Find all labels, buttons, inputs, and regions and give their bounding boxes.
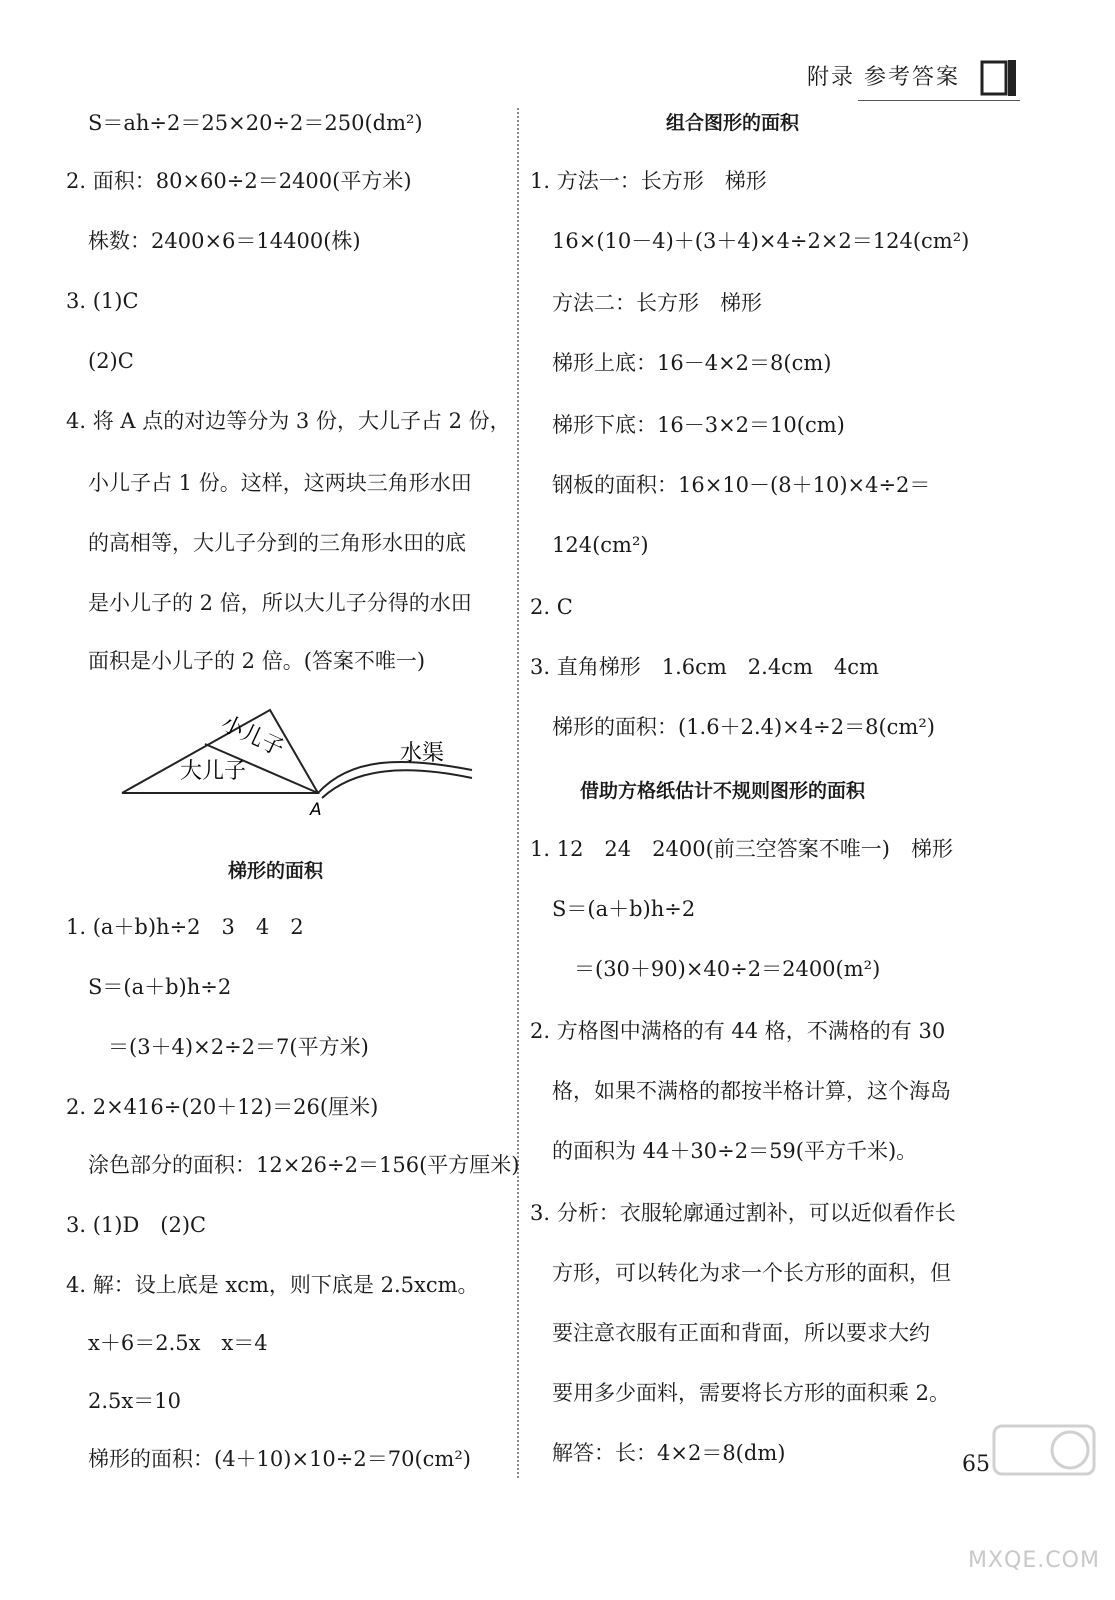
- answer-line: ＝(3＋4)×2÷2＝7(平方米): [108, 1035, 369, 1059]
- answer-line: 1. 方法一：长方形 梯形: [530, 169, 767, 193]
- answer-line: 梯形的面积：(1.6＋2.4)×4÷2＝8(cm²): [552, 715, 935, 739]
- answer-line: 的高相等，大儿子分到的三角形水田的底: [88, 531, 466, 555]
- answer-line: 3. 分析：衣服轮廓通过割补，可以近似看作长: [530, 1201, 956, 1225]
- section-heading: 梯形的面积: [228, 860, 324, 882]
- section-heading: 组合图形的面积: [666, 112, 800, 134]
- answer-line: 2. 面积：80×60÷2＝2400(平方米): [66, 169, 412, 193]
- triangle-field-diagram: [110, 698, 480, 823]
- answer-line: 1. (a＋b)h÷2 3 4 2: [66, 915, 304, 939]
- canal-line-1: [318, 762, 472, 793]
- section-heading: 借助方格纸估计不规则图形的面积: [580, 780, 866, 802]
- answer-line: 涂色部分的面积：12×26÷2＝156(平方厘米): [88, 1153, 520, 1177]
- answer-line: 方形，可以转化为求一个长方形的面积，但: [552, 1261, 951, 1285]
- answer-line: 1. 12 24 2400(前三空答案不唯一) 梯形: [530, 837, 953, 861]
- answer-line: 梯形下底：16－3×2＝10(cm): [552, 413, 845, 437]
- answer-line: 16×(10－4)＋(3＋4)×4÷2×2＝124(cm²): [552, 229, 970, 253]
- answer-line: 2.5x＝10: [88, 1389, 181, 1413]
- answer-line: 方法二：长方形 梯形: [552, 291, 762, 315]
- answer-line: 钢板的面积：16×10－(8＋10)×4÷2＝: [552, 473, 931, 497]
- answer-line: 2. 方格图中满格的有 44 格，不满格的有 30: [530, 1019, 946, 1043]
- answer-line: ＝(30＋90)×40÷2＝2400(m²): [574, 957, 881, 981]
- answer-line: 小儿子占 1 份。这样，这两块三角形水田: [88, 471, 472, 495]
- answer-line: 是小儿子的 2 倍，所以大儿子分得的水田: [88, 591, 472, 615]
- answer-line: 2. C: [530, 595, 573, 619]
- header-label: 附录 参考答案: [807, 65, 960, 90]
- answer-line: 梯形上底：16－4×2＝8(cm): [552, 351, 832, 375]
- answer-line: S＝(a＋b)h÷2: [88, 975, 232, 999]
- answer-line: 解答：长：4×2＝8(dm): [552, 1441, 786, 1465]
- answer-line: 3. 直角梯形 1.6cm 2.4cm 4cm: [530, 655, 879, 679]
- label-small-son: 小儿子: [217, 711, 288, 762]
- answer-line: 2. 2×416÷(20＋12)＝26(厘米): [66, 1095, 379, 1119]
- answer-line: 要用多少面料，需要将长方形的面积乘 2。: [552, 1381, 951, 1405]
- header-rule: [858, 100, 1020, 101]
- header-bracket-icon: [976, 58, 1020, 98]
- label-big-son: 大儿子: [180, 759, 247, 784]
- watermark-logo-icon: [990, 1420, 1100, 1480]
- answer-line: 株数：2400×6＝14400(株): [88, 229, 361, 253]
- label-point-a: A: [310, 800, 322, 820]
- answer-line: x＋6＝2.5x x＝4: [88, 1331, 268, 1355]
- answer-line: 面积是小儿子的 2 倍。(答案不唯一): [88, 649, 426, 673]
- column-divider: [517, 108, 519, 1478]
- label-canal: 水渠: [400, 741, 445, 766]
- answer-line: 的面积为 44＋30÷2＝59(平方千米)。: [552, 1139, 918, 1163]
- answer-line: S＝(a＋b)h÷2: [552, 897, 696, 921]
- answer-line: 格，如果不满格的都按半格计算，这个海岛: [552, 1079, 951, 1103]
- answer-line: 3. (1)D (2)C: [66, 1213, 207, 1237]
- answer-line: 4. 将 A 点的对边等分为 3 份，大儿子占 2 份，: [66, 409, 511, 433]
- answer-line: 梯形的面积：(4＋10)×10÷2＝70(cm²): [88, 1447, 471, 1471]
- answer-line: (2)C: [88, 349, 134, 373]
- answer-line: 124(cm²): [552, 533, 649, 557]
- running-header: [807, 58, 1020, 98]
- answer-line: 要注意衣服有正面和背面，所以要求大约: [552, 1321, 930, 1345]
- answer-line: 4. 解：设上底是 xcm，则下底是 2.5xcm。: [66, 1273, 479, 1297]
- answer-line: S＝ah÷2＝25×20÷2＝250(dm²): [88, 111, 423, 135]
- page-number: 65: [962, 1452, 990, 1477]
- canal-line-2: [322, 770, 472, 798]
- watermark-url: MXQE.COM: [968, 1548, 1100, 1573]
- answer-line: 3. (1)C: [66, 289, 139, 313]
